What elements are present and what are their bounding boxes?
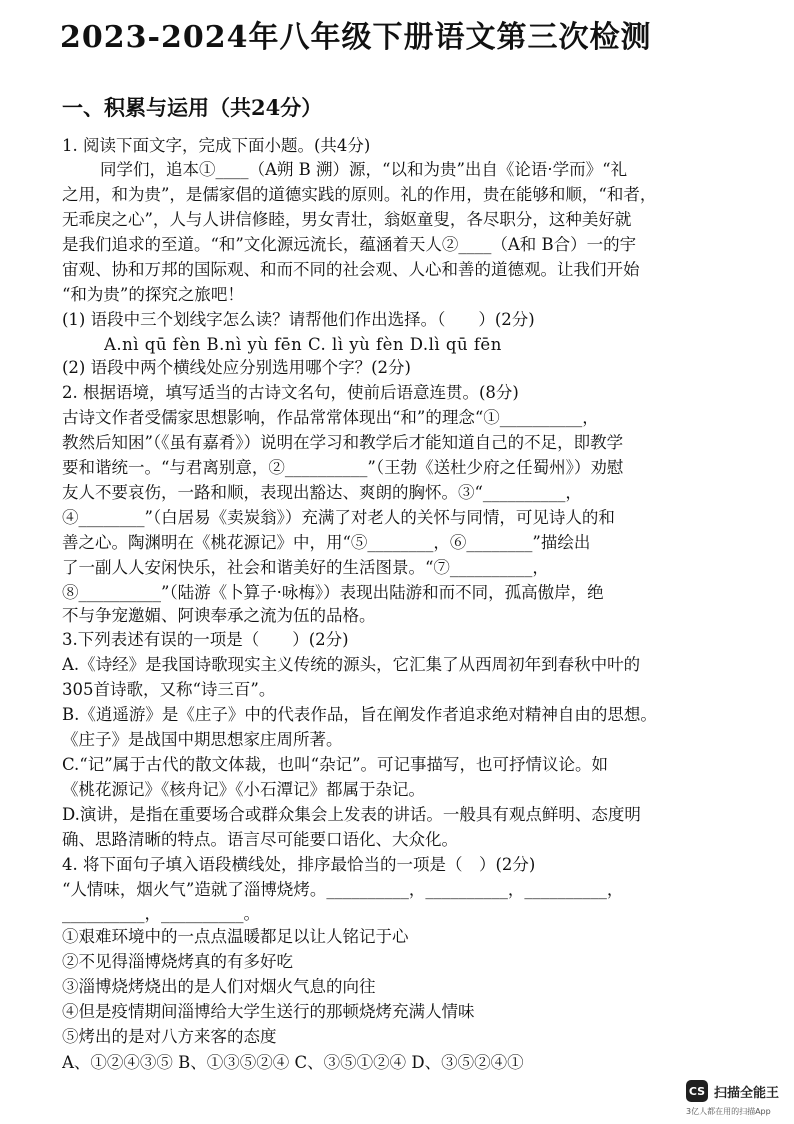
option-a-cont: 305首诗歌，又称“诗三百”。 <box>62 680 276 699</box>
option-d-cont: 确、思路清晰的特点。语言尽可能要口语化、大众化。 <box>62 830 458 849</box>
sentence-item: ⑤烤出的是对八方来客的态度 <box>62 1027 277 1046</box>
sub-question: (2) 语段中两个横线处应分别选用哪个字？(2分) <box>62 358 411 377</box>
passage-line: 教然后知困”（《虽有嘉肴》）说明在学习和教学后才能知道自己的不足，即教学 <box>62 433 624 452</box>
passage-line: __________，__________。 <box>62 904 260 923</box>
passage-line: 是我们追求的至道。“和”文化源远流长，蕴涵着天人②____（A和 B合）一的宇 <box>62 235 637 254</box>
page-title: 2023-2024年八年级下册语文第三次检测 <box>60 20 652 55</box>
option-a: A.《诗经》是我国诗歌现实主义传统的源头，它汇集了从西周初年到春秋中叶的 <box>62 655 641 674</box>
passage-line: 要和谐统一。“与君离别意，②__________”（王勃《送杜少府之任蜀州》）劝慰 <box>62 458 624 477</box>
passage-line: ④________”（白居易《卖炭翁》）充满了对老人的关怀与同情，可见诗人的和 <box>62 508 615 527</box>
passage-line: 不与争宠邀媚、阿谀奉承之流为伍的品格。 <box>62 606 376 625</box>
passage-line: 善之心。陶渊明在《桃花源记》中，用“⑤________，⑥________”描绘出 <box>62 533 591 552</box>
passage-line: 无乖戾之心”，人与人讲信修睦，男女青壮，翁妪童叟，各尽职分，这种美好就 <box>62 210 632 229</box>
option-c: C.“记”属于古代的散文体裁，也叫“杂记”。可记事描写，也可抒情议论。如 <box>62 755 609 774</box>
question-4-stem: 4. 将下面句子填入语段横线处，排序最恰当的一项是（ ）(2分) <box>62 855 536 874</box>
option-b: B.《逍遥游》是《庄子》中的代表作品，旨在阐发作者追求绝对精神自由的思想。 <box>62 705 657 724</box>
passage-line: ⑧__________”（陆游《卜算子·咏梅》）表现出陆游和而不同，孤高傲岸，绝 <box>62 583 604 602</box>
option-b-cont: 《庄子》是战国中期思想家庄周所著。 <box>62 730 343 749</box>
passage-line: 了一副人人安闲快乐，社会和谐美好的生活图景。“⑦__________， <box>62 558 549 577</box>
answer-options: A.nì qū fèn B.nì yù fēn C. lì yù fèn D.lì qū fēn <box>104 335 502 354</box>
passage-line: 同学们，追本①____（A朔 B 溯）源，“以和为贵”出自《论语·学而》“礼 <box>100 160 628 179</box>
scanner-watermark <box>686 1080 779 1102</box>
passage-line: 友人不要哀伤，一路和顺，表现出豁达、爽朗的胸怀。③“__________， <box>62 483 582 502</box>
passage-line: 古诗文作者受儒家思想影响，作品常常体现出“和”的理念“①__________， <box>62 408 599 427</box>
question-2-stem: 2. 根据语境，填写适当的古诗文名句，使前后语意连贯。(8分) <box>62 383 519 402</box>
option-d: D.演讲，是指在重要场合或群众集会上发表的讲话。一般具有观点鲜明、态度明 <box>62 805 641 824</box>
sentence-item: ③淄博烧烤烧出的是人们对烟火气息的向往 <box>62 977 376 996</box>
answer-options: A、①②④③⑤ B、①③⑤②④ C、③⑤①②④ D、③⑤②④① <box>62 1053 524 1072</box>
passage-line: “和为贵”的探究之旅吧！ <box>62 285 244 304</box>
passage-line: 宙观、协和万邦的国际观、和而不同的社会观、人心和善的道德观。让我们开始 <box>62 260 640 279</box>
question-3-stem: 3.下列表述有误的一项是（ ）(2分) <box>62 630 349 649</box>
watermark-name: 扫描全能王 <box>714 1085 780 1101</box>
sub-question: (1) 语段中三个划线字怎么读？请帮他们作出选择。（ ）(2分) <box>62 310 535 329</box>
section-heading: 一、积累与运用（共24分） <box>62 95 323 120</box>
sentence-item: ④但是疫情期间淄博给大学生送行的那顿烧烤充满人情味 <box>62 1002 475 1021</box>
sentence-item: ①艰难环境中的一点点温暖都足以让人铭记于心 <box>62 927 409 946</box>
watermark-tagline: 3亿人都在用的扫描App <box>686 1107 771 1116</box>
passage-line: “人情味，烟火气”造就了淄博烧烤。__________，__________，__________， <box>62 880 624 899</box>
sentence-item: ②不见得淄博烧烤真的有多好吃 <box>62 952 293 971</box>
passage-line: 之用，和为贵”，是儒家倡的道德实践的原则。礼的作用，贵在能够和顺，“和者， <box>62 185 657 204</box>
question-1-stem: 1. 阅读下面文字，完成下面小题。(共4分) <box>62 136 371 155</box>
option-c-cont: 《桃花源记》《核舟记》《小石潭记》都属于杂记。 <box>62 780 425 799</box>
camscanner-logo-icon: CS <box>686 1080 708 1102</box>
